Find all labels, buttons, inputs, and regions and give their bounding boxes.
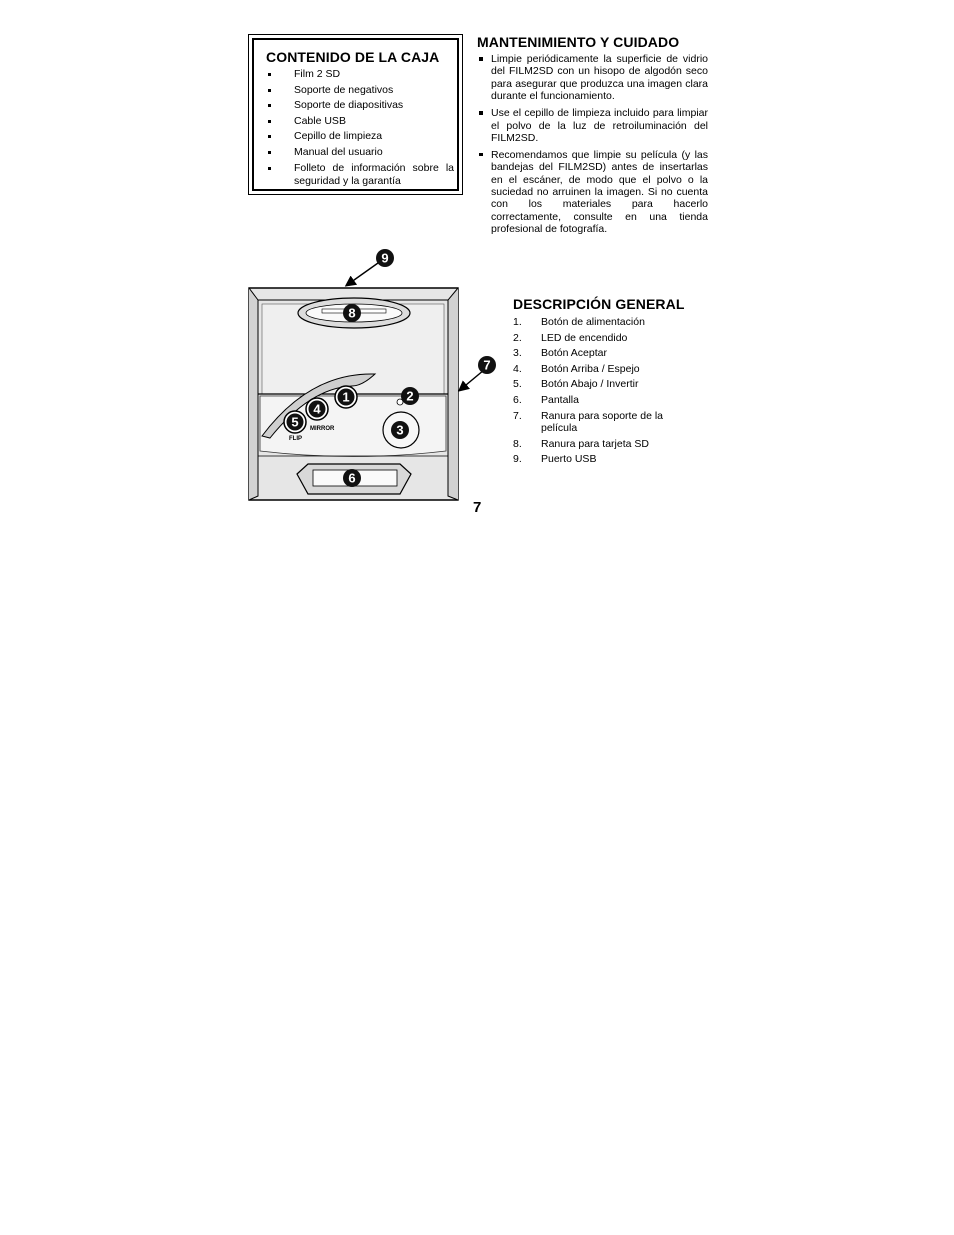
callout-9 (376, 249, 394, 267)
mirror-label: MIRROR (310, 426, 335, 432)
usb-port-arrow (347, 263, 378, 285)
list-item: Soporte de negativos (268, 84, 454, 97)
list-item: 5. Botón Abajo / Invertir (513, 378, 639, 391)
list-item: 6. Pantalla (513, 393, 579, 406)
callout-5 (284, 411, 306, 433)
svg-text:8: 8 (348, 305, 356, 321)
list-item: 2. LED de encendido (513, 331, 628, 344)
flip-label: FLIP (289, 436, 302, 442)
device-diagram (240, 246, 510, 510)
package-contents-list (268, 68, 454, 190)
list-item: Film 2 SD (268, 68, 454, 81)
package-contents-title: CONTENIDO DE LA CAJA (266, 49, 440, 65)
list-item: 8. Ranura para tarjeta SD (513, 437, 649, 450)
maintenance-title: MANTENIMIENTO Y CUIDADO (477, 34, 680, 50)
list-item: 9. Puerto USB (513, 453, 597, 466)
callout-2 (401, 387, 419, 405)
list-item: Use el cepillo de limpieza incluido para limpiar el polvo de la luz de retroiluminación del FILM2SD. (477, 107, 708, 144)
callout-1 (335, 386, 357, 408)
list-item: Folleto de información sobre la seguridad y la garantía (268, 162, 454, 188)
film-slot-arrow (460, 370, 484, 390)
svg-text:5: 5 (291, 414, 299, 430)
svg-text:1: 1 (342, 389, 350, 405)
svg-text:6: 6 (348, 470, 356, 486)
list-item: Soporte de diapositivas (268, 99, 454, 112)
list-item: Cepillo de limpieza (268, 130, 454, 143)
list-item: 3. Botón Aceptar (513, 347, 607, 360)
page-number: 7 (473, 499, 482, 516)
callout-3 (391, 421, 409, 439)
svg-text:2: 2 (406, 388, 414, 404)
list-item: Manual del usuario (268, 146, 454, 159)
callout-7 (478, 356, 496, 374)
list-item: 1. Botón de alimentación (513, 316, 645, 328)
list-item: Limpie periódicamente la superficie de vidrio del FILM2SD con un hisopo de algodón seco para asegurar que produzca una imagen clara durante el funcionamiento. (477, 53, 708, 103)
svg-text:7: 7 (483, 357, 491, 373)
overview-title: DESCRIPCIÓN GENERAL (513, 296, 685, 312)
overview-list (513, 316, 683, 469)
list-item: 7. Ranura para soporte de la película (513, 409, 663, 435)
svg-text:9: 9 (381, 250, 389, 266)
svg-text:4: 4 (313, 401, 321, 417)
maintenance-list (477, 53, 708, 240)
list-item: Cable USB (268, 115, 454, 128)
callout-8 (343, 304, 361, 322)
callout-4 (306, 398, 328, 420)
svg-text:3: 3 (396, 422, 404, 438)
list-item: Recomendamos que limpie su película (y las bandejas del FILM2SD) antes de insertarlas en el escáner, de modo que el polvo o la suciedad no arruinen la imagen. Si no cuenta con los materiales para hacerlo correctamente, consulte en una tienda profesional de fotografía. (477, 149, 708, 236)
package-contents-frame (252, 38, 459, 191)
package-contents-box (248, 34, 463, 195)
list-item: 4. Botón Arriba / Espejo (513, 362, 640, 375)
callout-6 (343, 469, 361, 487)
